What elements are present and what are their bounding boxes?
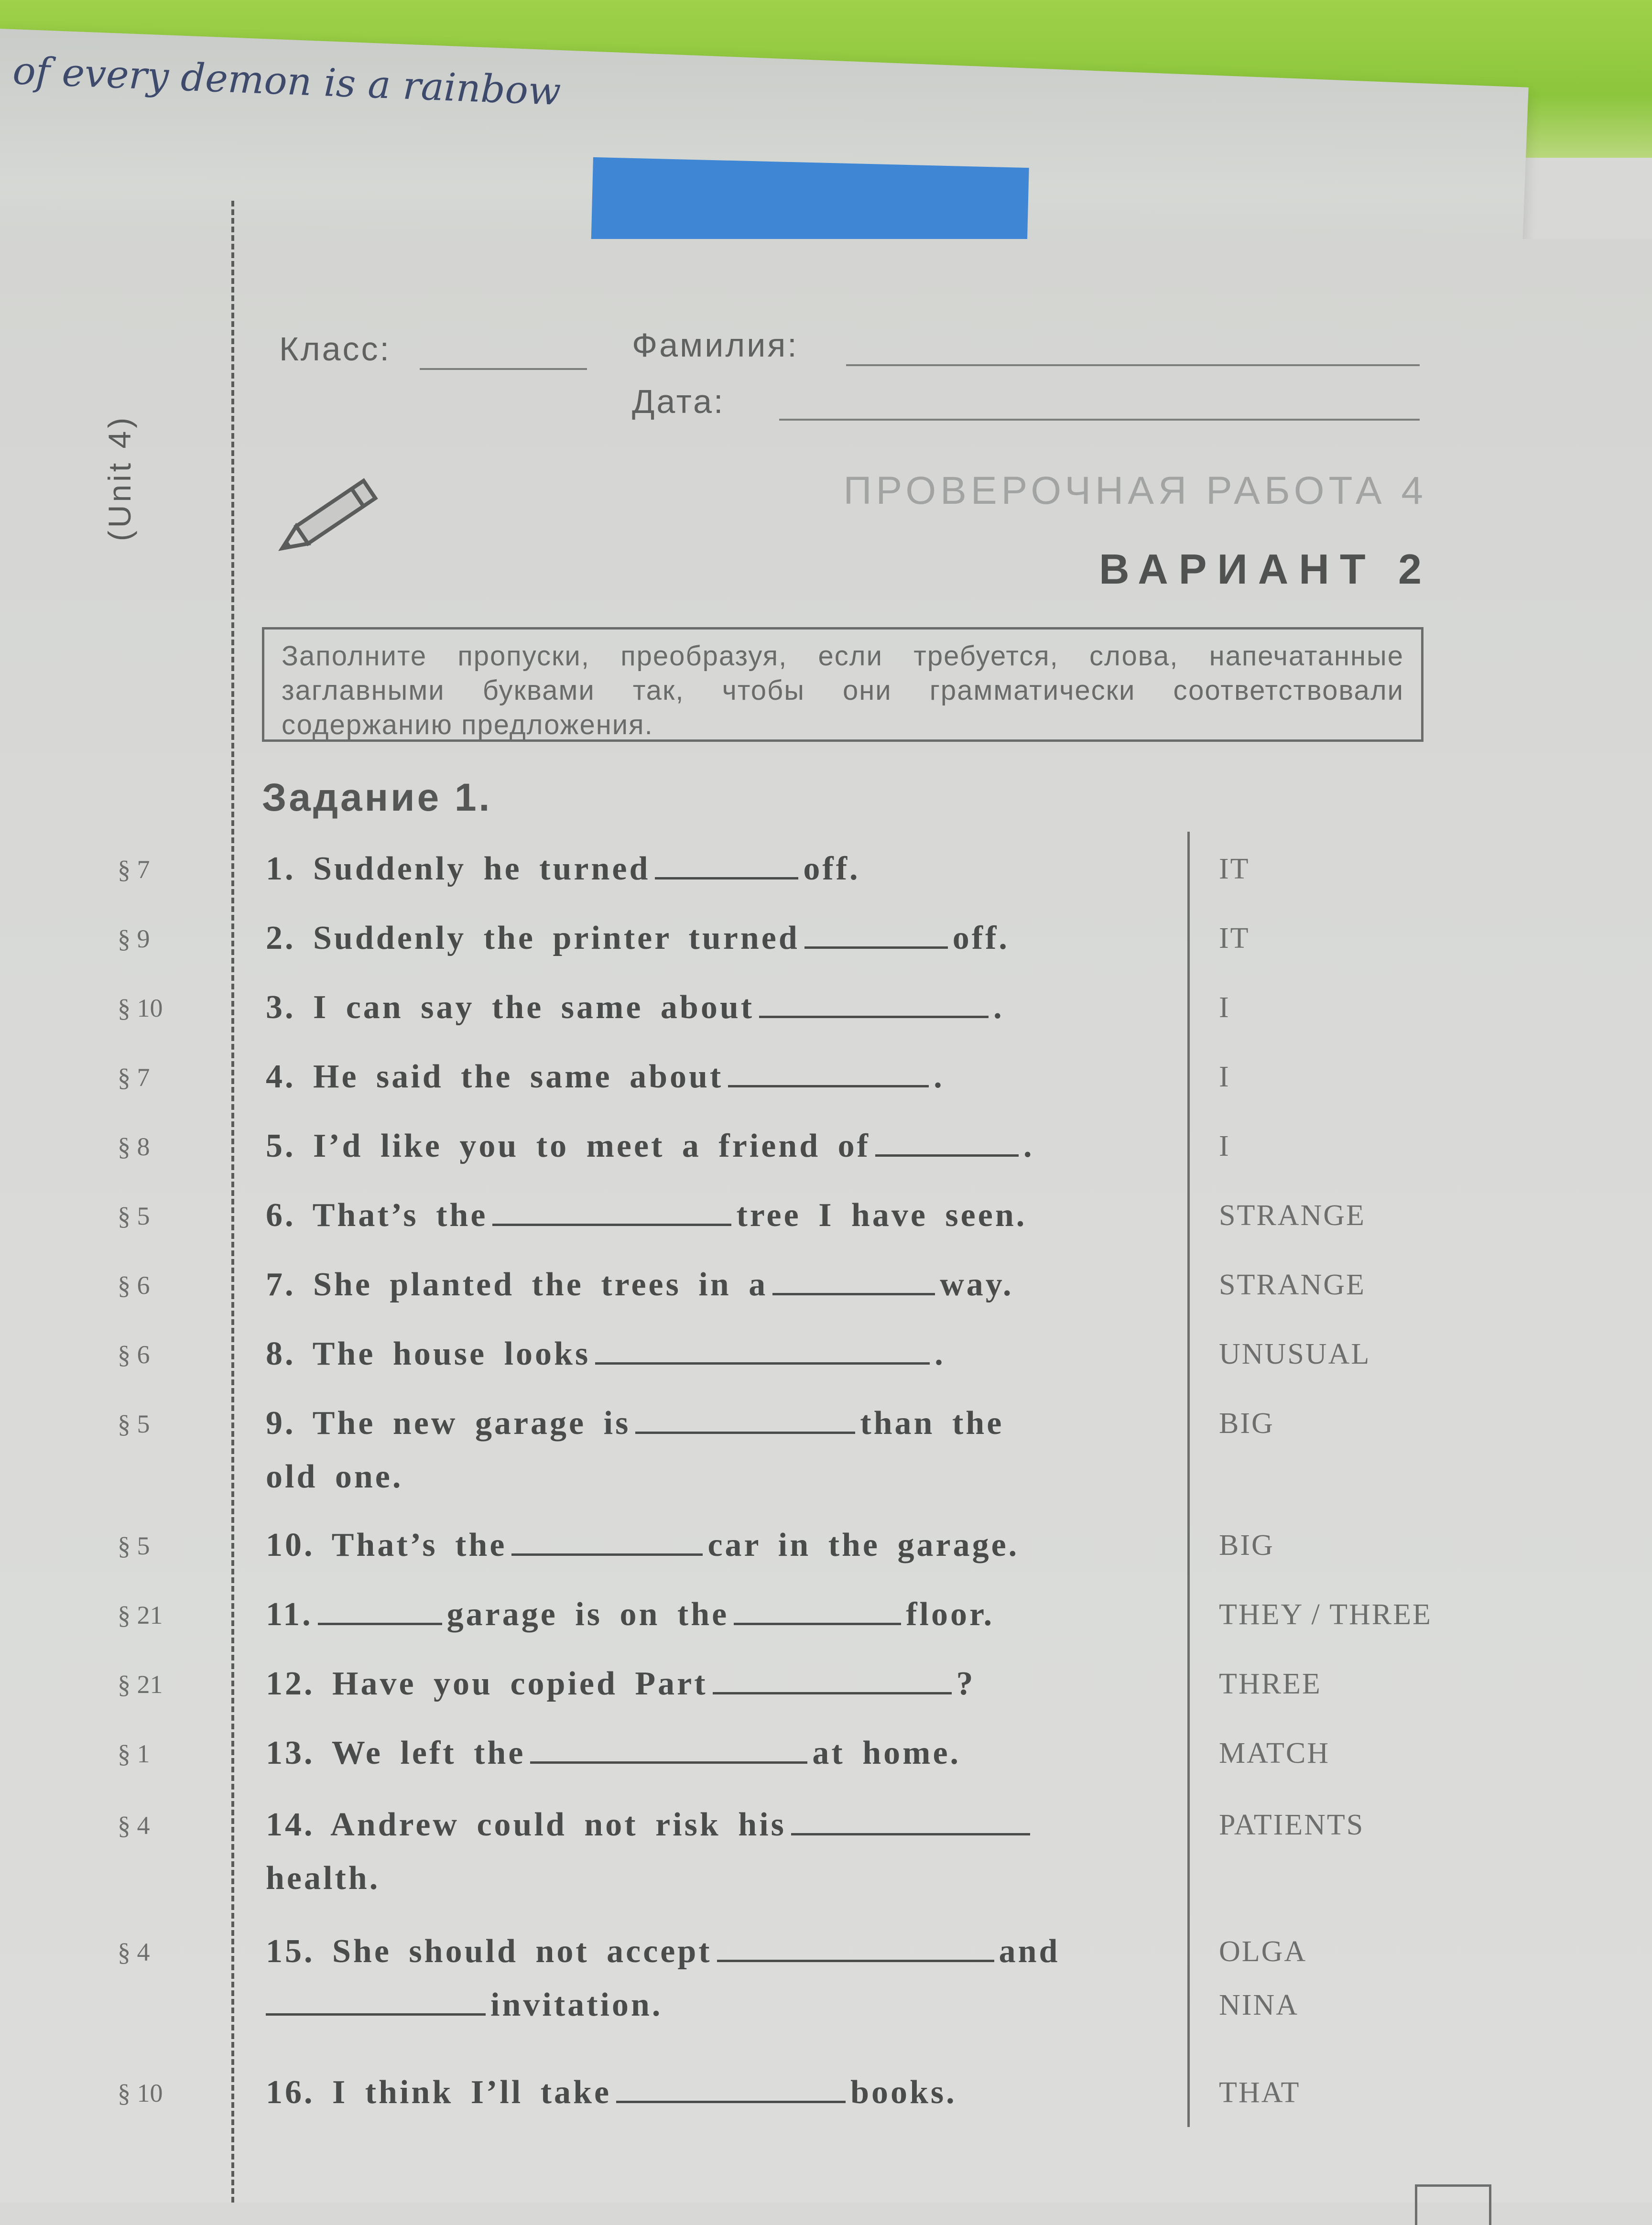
answer-blank[interactable]: [655, 848, 798, 879]
task-title: Задание 1.: [262, 776, 492, 819]
surname-label: Фамилия:: [632, 326, 799, 364]
answer-blank[interactable]: [616, 2072, 846, 2103]
section-ref: § 21: [118, 1601, 163, 1629]
sentence: 5. I’d like you to meet a friend of .: [266, 1118, 1164, 1174]
sentence: 16. I think I’ll take books.: [266, 2065, 1164, 2120]
answer-blank[interactable]: [713, 1663, 952, 1694]
sentence: 15. She should not accept and: [266, 1924, 1164, 1979]
section-ref: § 5: [118, 1531, 150, 1560]
section-ref: § 6: [118, 1340, 150, 1369]
pencil-icon: [268, 468, 392, 564]
sentence: 8. The house looks .: [266, 1326, 1164, 1382]
source-word: BIG: [1219, 1529, 1274, 1562]
source-word: BIG: [1219, 1407, 1274, 1440]
source-word: I: [1219, 1061, 1230, 1093]
date-field[interactable]: [779, 419, 1420, 421]
source-word: IT: [1219, 922, 1250, 955]
sentence: 6. That’s the tree I have seen.: [266, 1188, 1164, 1243]
score-box: [1415, 2184, 1491, 2225]
section-ref: § 4: [118, 1811, 150, 1840]
answer-blank[interactable]: [728, 1056, 929, 1087]
sentence: 11. garage is on the floor.: [266, 1587, 1164, 1642]
source-word: IT: [1219, 853, 1250, 885]
source-word: NINA: [1219, 1989, 1299, 2021]
section-ref: § 1: [118, 1739, 150, 1768]
section-ref: § 6: [118, 1271, 150, 1300]
source-word: STRANGE: [1219, 1199, 1366, 1232]
answer-blank[interactable]: [635, 1403, 855, 1434]
section-ref: § 7: [118, 1063, 150, 1092]
class-field[interactable]: [420, 368, 587, 370]
handwritten-note: of every demon is a rainbow: [11, 48, 562, 114]
section-ref: § 4: [118, 1938, 150, 1966]
sentence: 12. Have you copied Part ?: [266, 1656, 1164, 1712]
test-title: ПРОВЕРОЧНАЯ РАБОТА 4: [843, 469, 1427, 512]
sentence: 7. She planted the trees in a way.: [266, 1257, 1164, 1313]
sentence: 4. He said the same about .: [266, 1049, 1164, 1105]
sentence: 9. The new garage is than the: [266, 1396, 1164, 1451]
section-ref: § 10: [118, 2079, 163, 2107]
answer-blank[interactable]: [759, 987, 989, 1018]
section-ref: § 7: [118, 855, 150, 884]
section-ref: § 5: [118, 1202, 150, 1230]
sentence: 3. I can say the same about .: [266, 980, 1164, 1035]
variant-title: ВАРИАНТ 2: [1099, 545, 1432, 593]
date-label: Дата:: [632, 383, 725, 420]
source-word: UNUSUAL: [1219, 1338, 1371, 1370]
sentence-continuation: old one.: [266, 1458, 403, 1495]
answer-blank[interactable]: [492, 1195, 731, 1226]
sentence: 2. Suddenly the printer turned off.: [266, 911, 1164, 966]
source-word: THEY / THREE: [1219, 1598, 1432, 1631]
sentence: 14. Andrew could not risk his: [266, 1797, 1164, 1853]
answer-column-divider: [1187, 832, 1190, 2127]
section-ref: § 21: [118, 1670, 163, 1699]
section-ref: § 8: [118, 1132, 150, 1161]
sentence: 1. Suddenly he turned off.: [266, 841, 1164, 897]
answer-blank[interactable]: [791, 1804, 1030, 1835]
source-word: OLGA: [1219, 1935, 1307, 1968]
sentence-continuation: health.: [266, 1860, 380, 1897]
answer-blank[interactable]: [530, 1733, 807, 1764]
answer-blank[interactable]: [318, 1594, 442, 1625]
answer-blank[interactable]: [734, 1594, 901, 1625]
source-word: MATCH: [1219, 1737, 1330, 1769]
sentence: 10. That’s the car in the garage.: [266, 1518, 1164, 1573]
unit-label: (Unit 4): [102, 414, 137, 542]
class-label: Класс:: [279, 330, 391, 368]
answer-blank[interactable]: [595, 1334, 930, 1365]
answer-blank[interactable]: [266, 1985, 486, 2016]
section-ref: § 10: [118, 994, 163, 1022]
answer-blank[interactable]: [772, 1264, 935, 1295]
source-word: I: [1219, 991, 1230, 1024]
source-word: THAT: [1219, 2076, 1301, 2109]
instructions-box: Заполните пропуски, преобразуя, если требуется, слова, напечатанные заглавными буквами так, чтобы они грамматически соответствовали содержанию предложения.: [262, 627, 1424, 742]
answer-blank[interactable]: [511, 1525, 703, 1556]
section-ref: § 5: [118, 1410, 150, 1438]
dashed-cut-line: [231, 201, 234, 2203]
sentence: 13. We left the at home.: [266, 1726, 1164, 1781]
source-word: THREE: [1219, 1668, 1322, 1700]
answer-blank[interactable]: [875, 1126, 1019, 1157]
source-word: PATIENTS: [1219, 1809, 1365, 1841]
surname-field[interactable]: [846, 364, 1420, 366]
section-ref: § 9: [118, 924, 150, 953]
source-word: I: [1219, 1130, 1230, 1162]
answer-blank[interactable]: [804, 918, 948, 949]
answer-blank[interactable]: [717, 1931, 994, 1962]
sentence-continuation: invitation.: [266, 1977, 1164, 2033]
source-word: STRANGE: [1219, 1269, 1366, 1301]
